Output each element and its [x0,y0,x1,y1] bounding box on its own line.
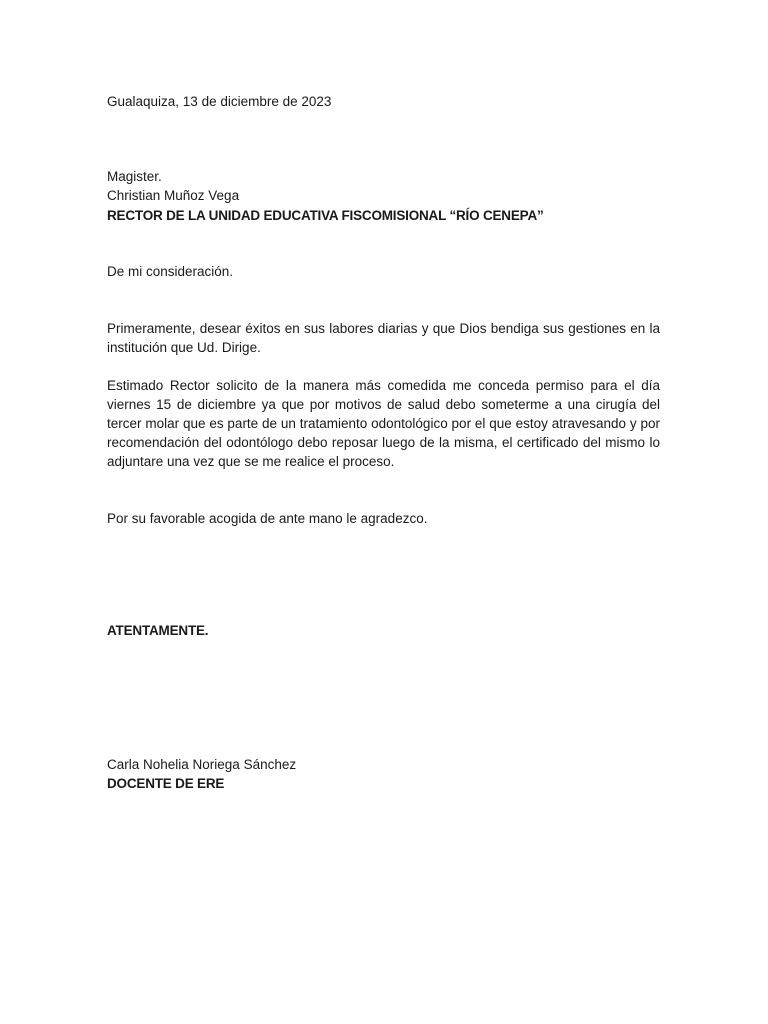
salutation: De mi consideración. [107,264,234,279]
recipient-name: Christian Muñoz Vega [107,188,240,203]
paragraph-request: Estimado Rector solicito de la manera más comedida me conceda permiso para el día viernes 15 de diciembre ya que por motivos de salud debo someterme a una cirugía del tercer molar que es parte de un tratamiento odontológico por el que estoy atravesando y por recomendación del odontólogo debo reposar luego de la misma, el certificado del mismo lo adjuntare una vez que se me realice el proceso. [107,378,660,469]
closing: ATENTAMENTE. [107,623,209,638]
place-date: Gualaquiza, 13 de diciembre de 2023 [107,94,332,109]
signer-role: DOCENTE DE ERE [107,776,225,791]
paragraph-thanks: Por su favorable acogida de ante mano le agradezco. [107,511,428,526]
paragraph-greeting: Primeramente, desear éxitos en sus labores diarias y que Dios bendiga sus gestiones en la institución que Ud. Dirige. [107,321,660,355]
recipient-position: RECTOR DE LA UNIDAD EDUCATIVA FISCOMISIONAL “RÍO CENEPA” [107,208,544,223]
signer-name: Carla Nohelia Noriega Sánchez [107,757,297,772]
recipient-title: Magister. [107,169,162,184]
